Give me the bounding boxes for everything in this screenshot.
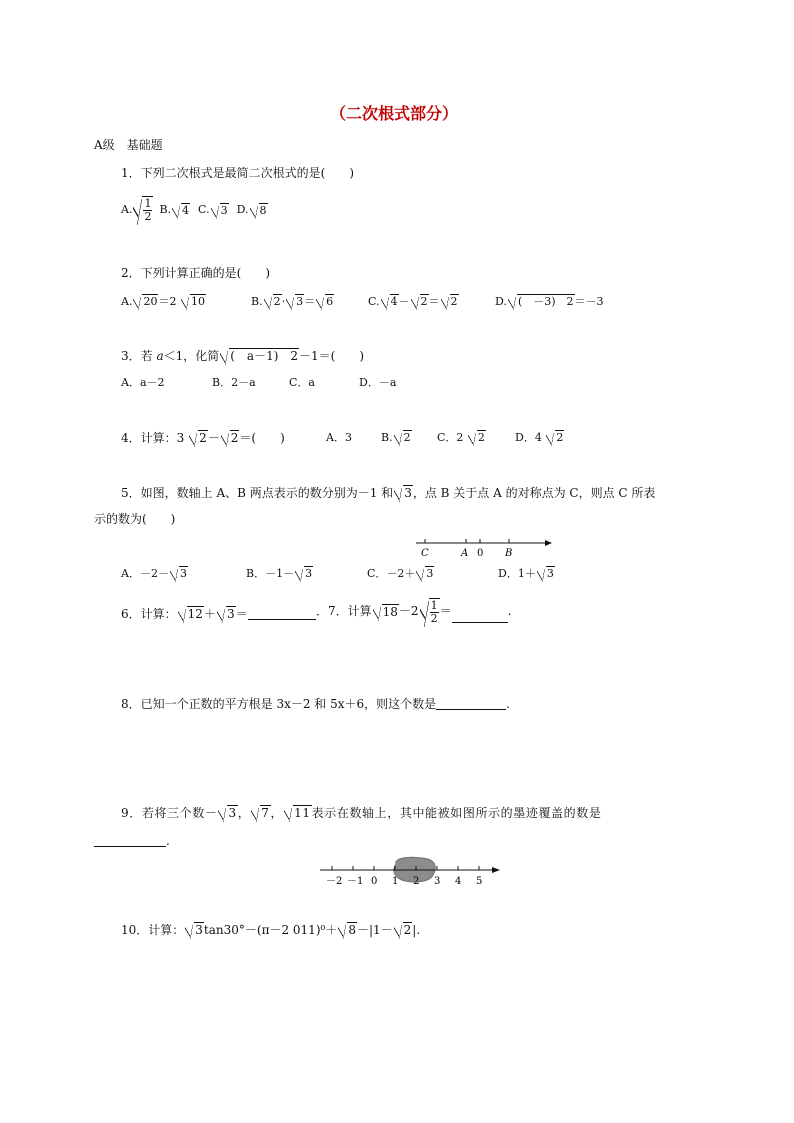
question-1-options: A. $\frac{1}{2}$ B. 4 C. 3 D. 8 [121,197,267,223]
question-9-line-2: . [94,834,170,847]
question-4-stem: 4．计算：3 2－ 2＝( ) [121,431,285,445]
answer-blank[interactable] [452,610,508,623]
question-5-option-c: C．－2＋ 3 [367,567,434,580]
question-5-option-d: D．1＋ 3 [498,567,554,580]
question-3-stem: 3．若 a＜1，化简 ( a－1) 2－1＝( ) [121,349,365,363]
question-2-option-c: C. 4－ 2＝ 2 [368,295,458,308]
axis-arrow [545,540,552,546]
question-4-option-d: D．4 2 [515,431,564,444]
tick-label: 5 [476,876,483,887]
label-a: A [461,548,469,559]
tick-label: 4 [455,876,462,887]
question-3-option-b: B．2－a [212,376,256,389]
tick-label: －2 [326,876,343,887]
question-3-option-c: C．a [289,376,315,389]
question-5-line-2: 示的数为( ) [94,512,176,526]
question-1-stem: 1．下列二次根式是最简二次根式的是( ) [121,166,354,180]
fraction: $\frac{1}{2}$ [144,197,152,223]
radical: 8 [250,203,268,216]
section-heading: A级 基础题 [94,138,163,152]
question-5-option-b: B．－1－ 3 [246,567,313,580]
question-8: 8．已知一个正数的平方根是 3x－2 和 5x＋6，则这个数是 . [121,697,510,711]
answer-blank[interactable] [94,834,166,847]
tick-label: 2 [413,876,420,887]
label-c: C [421,548,429,559]
tick-label: 0 [371,876,378,887]
question-9-number-line [316,855,506,889]
question-6: 6．计算： 12 ＋ 3 ＝ [121,606,316,620]
label-b: B [505,548,513,559]
question-4-option-a: A．3 [326,431,352,444]
question-5-line-1: 5．如图，数轴上 A、B 两点表示的数分别为－1 和 3，点 B 关于点 A 的对称点为 C，则点 C 所表 [121,486,656,500]
question-5-option-a: A．－2－ 3 [121,567,187,580]
fraction: $\frac{1}{2}$ [430,599,438,625]
question-3-option-d: D．－a [359,376,397,389]
tick-label: －1 [347,876,364,887]
question-9-line-1: 9．若将三个数－ 3， 7， 11表示在数轴上，其中能被如图所示的墨迹覆盖的数是 [121,806,602,820]
answer-blank[interactable] [248,607,316,620]
question-2-option-b: B. 2· 3＝ 6 [251,295,334,308]
page-title: （二次根式部分） [330,104,459,123]
question-5-number-line [412,536,558,560]
question-10: 10．计算： 3tan30°－(π－2 011)⁰＋ 8－|1－ 2|. [121,923,421,937]
question-2-option-a: A. 20＝2 10 [121,295,205,308]
tick-label: 3 [434,876,441,887]
question-7: ．7．计算 18 －2 $\frac{1}{2}$ ＝ . [316,599,512,625]
question-2-stem: 2．下列计算正确的是( ) [121,266,270,280]
radical [133,196,153,222]
tick-label: 1 [392,876,399,887]
answer-blank[interactable] [436,697,506,710]
question-2-option-d: D. ( －3) 2＝－3 [495,295,604,308]
axis-arrow [492,867,500,873]
radical: 3 [211,203,229,216]
label-0: 0 [477,548,484,559]
question-3-option-a: A．a－2 [121,376,165,389]
radical: 4 [172,203,190,216]
question-4-option-b: B. 2 [381,431,411,444]
question-4-option-c: C．2 2 [437,431,485,444]
